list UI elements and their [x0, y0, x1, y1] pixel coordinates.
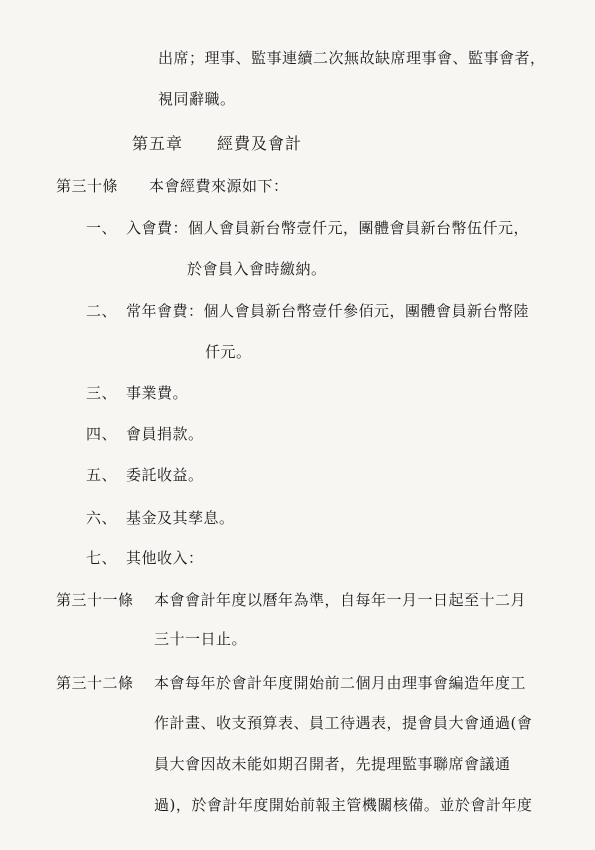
item-text-2-cont: 仟元。 [205, 343, 252, 361]
item-text-1-cont: 於會員入會時繳納。 [187, 260, 327, 278]
article-32-text-cont-2: 員大會因故未能如期召開者，先提理監事聯席會議通 [154, 755, 511, 773]
text-line-1: 出席；理事、監事連續二次無故缺席理事會、監事會者， [158, 49, 546, 67]
article-31-number: 第三十一條 [56, 591, 134, 609]
article-32-number: 第三十二條 [56, 674, 134, 692]
article-32-text-cont-1: 作計畫、收支預算表、員工待遇表，提會員大會通過(會 [154, 714, 533, 732]
text-line-2: 視同辭職。 [158, 90, 236, 108]
item-number-2: 二、 [86, 302, 118, 320]
chapter-heading: 第五章 經費及會計 [132, 134, 303, 153]
item-text-4: 會員捐款。 [126, 425, 204, 443]
item-text-7: 其他收入： [126, 549, 204, 567]
item-text-5: 委託收益。 [126, 466, 204, 484]
item-number-7: 七、 [86, 549, 118, 567]
item-number-4: 四、 [86, 425, 118, 443]
item-number-6: 六、 [86, 509, 118, 527]
item-number-3: 三、 [86, 384, 118, 402]
item-text-1: 入會費：個人會員新台幣壹仟元，團體會員新台幣伍仟元， [126, 219, 530, 237]
article-32-text: 本會每年於會計年度開始前二個月由理事會編造年度工 [154, 674, 527, 692]
item-text-3: 事業費。 [126, 384, 189, 402]
article-32-text-cont-3: 過)，於會計年度開始前報主管機關核備。並於會計年度 [154, 796, 533, 814]
article-30-heading: 第三十條 本會經費來源如下： [56, 177, 289, 195]
item-text-2: 常年會費：個人會員新台幣壹仟參佰元，團體會員新台幣陸 [126, 302, 530, 320]
item-text-6: 基金及其孳息。 [126, 509, 235, 527]
article-31-text: 本會會計年度以曆年為準，自每年一月一日起至十二月 [154, 591, 527, 609]
item-number-1: 一、 [86, 219, 118, 237]
article-31-text-cont: 三十一日止。 [154, 630, 248, 648]
item-number-5: 五、 [86, 466, 118, 484]
